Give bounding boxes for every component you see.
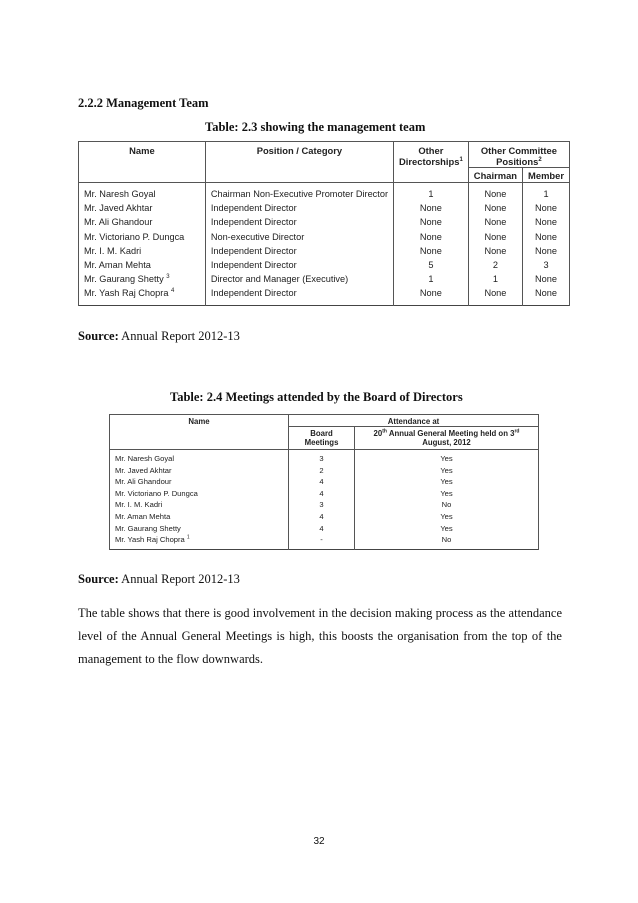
- cell-position: Independent Director: [205, 201, 393, 215]
- col-header-board-meetings: Board Meetings: [289, 427, 355, 450]
- cell-member: None: [523, 230, 570, 244]
- table-row: [110, 523, 539, 535]
- cell-board-meetings: 4: [289, 511, 355, 523]
- table-row: [79, 272, 570, 286]
- cell-directorships: 1: [394, 183, 469, 202]
- table-row: [79, 201, 570, 215]
- cell-name: Mr. Yash Raj Chopra $^4$: [79, 286, 206, 305]
- cell-board-meetings: 4: [289, 476, 355, 488]
- cell-agm: No: [355, 534, 539, 549]
- cell-name: Mr. Javed Akhtar: [110, 465, 289, 477]
- col-header-other-directorships: Other Directorships$^1$: [394, 142, 469, 183]
- source-note-2: Source: Annual Report 2012-13: [78, 572, 240, 586]
- cell-name: Mr. Ali Ghandour: [79, 215, 206, 229]
- cell-chairman: None: [468, 230, 522, 244]
- page-number: 32: [313, 836, 325, 847]
- cell-directorships: None: [394, 215, 469, 229]
- col-header-other-committee: Other Committee Positions$^2$: [468, 142, 569, 168]
- cell-directorships: 5: [394, 258, 469, 272]
- meetings-attended-table: [109, 414, 539, 550]
- table-row: [79, 286, 570, 305]
- cell-agm: Yes: [355, 488, 539, 500]
- table-row: [110, 450, 539, 465]
- cell-agm: Yes: [355, 465, 539, 477]
- cell-name: Mr. Gaurang Shetty: [110, 523, 289, 535]
- cell-name: Mr. Aman Mehta: [110, 511, 289, 523]
- cell-agm: Yes: [355, 523, 539, 535]
- cell-member: 3: [523, 258, 570, 272]
- cell-name: Mr. Gaurang Shetty $^3$: [79, 272, 206, 286]
- cell-name: Mr. I. M. Kadri: [79, 244, 206, 258]
- cell-member: None: [523, 244, 570, 258]
- table-row: [79, 183, 570, 202]
- cell-name: Mr. Yash Raj Chopra $^1$: [110, 534, 289, 549]
- table-row: [79, 244, 570, 258]
- table2-caption: Table: 2.4 Meetings attended by the Board of Directors: [170, 390, 463, 404]
- cell-position: Independent Director: [205, 215, 393, 229]
- col-header-attendance: Attendance at: [289, 415, 539, 427]
- cell-chairman: 1: [468, 272, 522, 286]
- cell-position: Director and Manager (Executive): [205, 272, 393, 286]
- cell-chairman: None: [468, 201, 522, 215]
- body-paragraph: The table shows that there is good involvement in the decision making process as the attendance level of the Annual General Meetings is high, this boosts the organisation from the top of the management to the flow downwards.: [78, 606, 562, 666]
- table-row: [110, 488, 539, 500]
- table-row: [110, 534, 539, 549]
- cell-position: Non-executive Director: [205, 230, 393, 244]
- cell-chairman: 2: [468, 258, 522, 272]
- cell-chairman: None: [468, 215, 522, 229]
- cell-chairman: None: [468, 286, 522, 305]
- cell-directorships: None: [394, 244, 469, 258]
- cell-directorships: 1: [394, 272, 469, 286]
- cell-position: Chairman Non-Executive Promoter Director: [205, 183, 393, 202]
- table-row: [110, 511, 539, 523]
- cell-board-meetings: 2: [289, 465, 355, 477]
- col-header-name: Name: [79, 142, 206, 183]
- cell-member: None: [523, 286, 570, 305]
- table-row: [79, 230, 570, 244]
- cell-member: None: [523, 201, 570, 215]
- cell-agm: Yes: [355, 476, 539, 488]
- col-header-name: Name: [110, 415, 289, 450]
- cell-board-meetings: 4: [289, 523, 355, 535]
- cell-agm: No: [355, 499, 539, 511]
- table-row: [110, 465, 539, 477]
- cell-agm: Yes: [355, 450, 539, 465]
- cell-position: Independent Director: [205, 244, 393, 258]
- section-heading: 2.2.2 Management Team: [78, 96, 209, 110]
- table-row: [110, 499, 539, 511]
- cell-position: Independent Director: [205, 258, 393, 272]
- cell-position: Independent Director: [205, 286, 393, 305]
- cell-name: Mr. Victoriano P. Dungca: [110, 488, 289, 500]
- cell-board-meetings: 4: [289, 488, 355, 500]
- cell-name: Mr. Ali Ghandour: [110, 476, 289, 488]
- cell-directorships: None: [394, 230, 469, 244]
- cell-directorships: None: [394, 286, 469, 305]
- cell-member: 1: [523, 183, 570, 202]
- cell-member: None: [523, 272, 570, 286]
- col-header-member: Member: [523, 168, 570, 183]
- source-note-1: Source: Annual Report 2012-13: [78, 329, 240, 343]
- cell-chairman: None: [468, 183, 522, 202]
- management-team-table: [78, 141, 570, 306]
- table1-caption: Table: 2.3 showing the management team: [205, 120, 426, 134]
- cell-member: None: [523, 215, 570, 229]
- cell-name: Mr. Naresh Goyal: [79, 183, 206, 202]
- cell-agm: Yes: [355, 511, 539, 523]
- cell-name: Mr. Victoriano P. Dungca: [79, 230, 206, 244]
- cell-name: Mr. Naresh Goyal: [110, 450, 289, 465]
- table-row: [79, 215, 570, 229]
- cell-board-meetings: 3: [289, 450, 355, 465]
- cell-board-meetings: -: [289, 534, 355, 549]
- cell-directorships: None: [394, 201, 469, 215]
- cell-name: Mr. I. M. Kadri: [110, 499, 289, 511]
- table-row: [110, 476, 539, 488]
- table-row: [79, 258, 570, 272]
- cell-board-meetings: 3: [289, 499, 355, 511]
- col-header-agm: 20th Annual General Meeting held on 3rd August, 2012: [355, 427, 539, 450]
- cell-name: Mr. Aman Mehta: [79, 258, 206, 272]
- col-header-position: Position / Category: [205, 142, 393, 183]
- cell-chairman: None: [468, 244, 522, 258]
- cell-name: Mr. Javed Akhtar: [79, 201, 206, 215]
- col-header-chairman: Chairman: [468, 168, 522, 183]
